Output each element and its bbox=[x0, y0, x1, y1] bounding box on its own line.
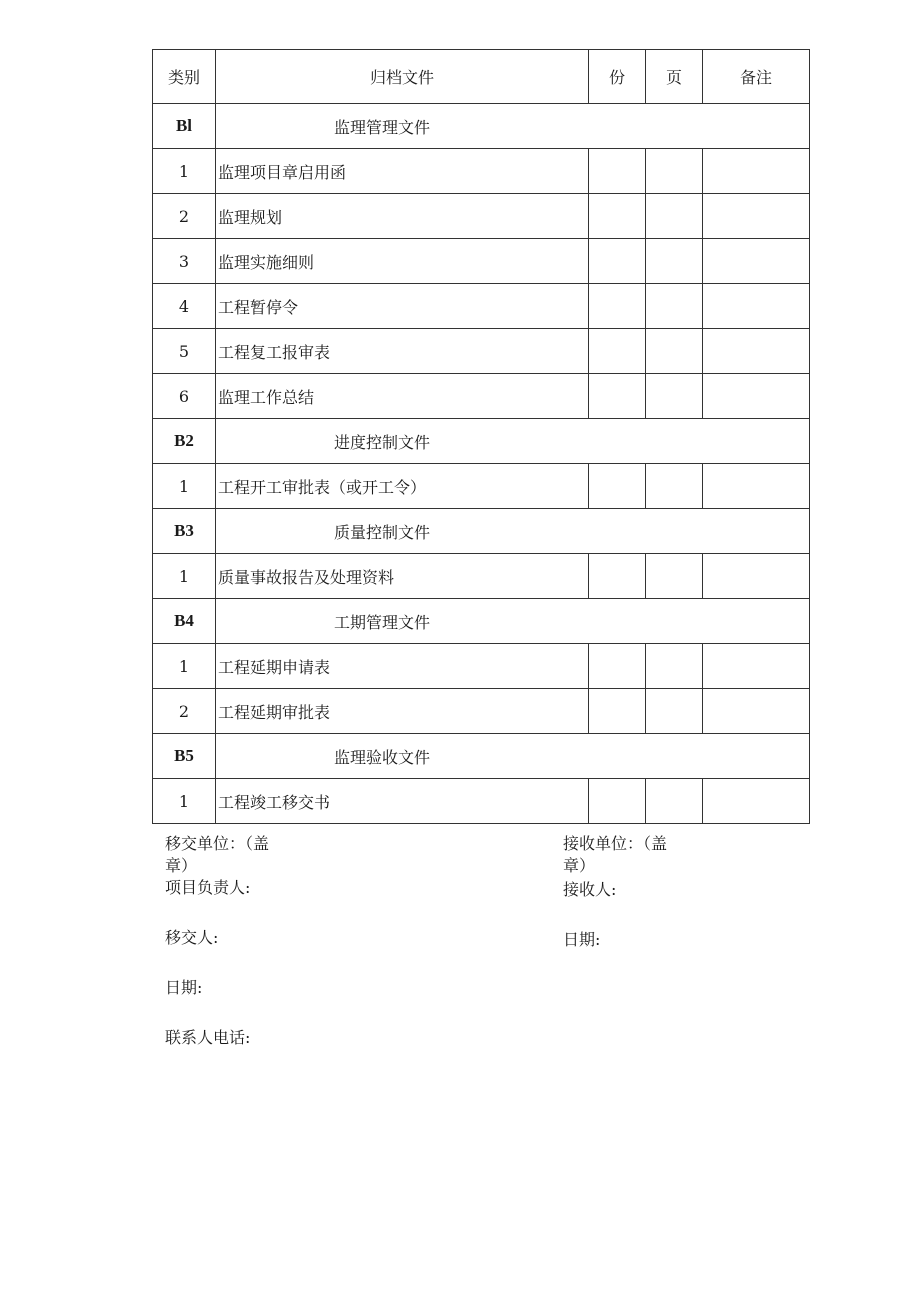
copies-cell bbox=[589, 149, 646, 194]
table-row bbox=[153, 554, 810, 599]
item-document-name: 监理项目章启用函 bbox=[216, 149, 589, 194]
remarks-cell bbox=[703, 329, 810, 374]
item-number: 2 bbox=[153, 689, 216, 734]
table-row bbox=[153, 284, 810, 329]
transfer-unit-line2: 章） bbox=[165, 856, 198, 875]
item-number: 4 bbox=[153, 284, 216, 329]
copies-cell bbox=[589, 239, 646, 284]
remarks-cell bbox=[703, 374, 810, 419]
item-document-name: 工程延期审批表 bbox=[216, 689, 589, 734]
item-number: 2 bbox=[153, 194, 216, 239]
remarks-cell bbox=[703, 464, 810, 509]
receiver-label: 接收人: bbox=[563, 880, 617, 899]
remarks-cell bbox=[703, 644, 810, 689]
header-pages: 页 bbox=[646, 50, 703, 104]
table-row bbox=[153, 779, 810, 824]
table-row bbox=[153, 329, 810, 374]
table-row bbox=[153, 149, 810, 194]
contact-phone-label: 联系人电话: bbox=[165, 1028, 251, 1047]
item-number: 1 bbox=[153, 149, 216, 194]
section-row bbox=[153, 599, 810, 644]
section-row bbox=[153, 734, 810, 779]
section-row bbox=[153, 509, 810, 554]
header-remarks: 备注 bbox=[703, 50, 810, 104]
pages-cell bbox=[646, 239, 703, 284]
item-document-name: 监理实施细则 bbox=[216, 239, 589, 284]
pages-cell bbox=[646, 194, 703, 239]
section-row bbox=[153, 104, 810, 149]
header-document: 归档文件 bbox=[216, 50, 589, 104]
pages-cell bbox=[646, 284, 703, 329]
item-document-name: 工程暂停令 bbox=[216, 284, 589, 329]
section-code: B5 bbox=[153, 734, 216, 779]
transfer-unit-label bbox=[165, 833, 269, 877]
section-title: 进度控制文件 bbox=[216, 419, 810, 464]
item-number: 1 bbox=[153, 464, 216, 509]
item-number: 6 bbox=[153, 374, 216, 419]
copies-cell bbox=[589, 689, 646, 734]
remarks-cell bbox=[703, 554, 810, 599]
table-row bbox=[153, 239, 810, 284]
item-number: 3 bbox=[153, 239, 216, 284]
pages-cell bbox=[646, 554, 703, 599]
table-row bbox=[153, 464, 810, 509]
item-number: 1 bbox=[153, 554, 216, 599]
header-copies: 份 bbox=[589, 50, 646, 104]
section-code: Bl bbox=[153, 104, 216, 149]
copies-cell bbox=[589, 554, 646, 599]
section-row bbox=[153, 419, 810, 464]
table-row bbox=[153, 689, 810, 734]
receive-unit-line2: 章） bbox=[563, 856, 596, 875]
pages-cell bbox=[646, 779, 703, 824]
pages-cell bbox=[646, 464, 703, 509]
item-number: 5 bbox=[153, 329, 216, 374]
item-number: 1 bbox=[153, 779, 216, 824]
item-document-name: 工程延期申请表 bbox=[216, 644, 589, 689]
receive-unit-label bbox=[563, 833, 667, 877]
transfer-unit-line1: 移交单位：（盖 bbox=[165, 834, 270, 853]
remarks-cell bbox=[703, 779, 810, 824]
copies-cell bbox=[589, 284, 646, 329]
right-date-label: 日期: bbox=[563, 930, 601, 949]
table-row bbox=[153, 644, 810, 689]
section-title: 质量控制文件 bbox=[216, 509, 810, 554]
copies-cell bbox=[589, 464, 646, 509]
table-row bbox=[153, 194, 810, 239]
item-document-name: 监理工作总结 bbox=[216, 374, 589, 419]
item-document-name: 工程竣工移交书 bbox=[216, 779, 589, 824]
header-category: 类别 bbox=[153, 50, 216, 104]
remarks-cell bbox=[703, 239, 810, 284]
item-document-name: 工程开工审批表（或开工令） bbox=[216, 464, 589, 509]
copies-cell bbox=[589, 329, 646, 374]
transferor-label: 移交人: bbox=[165, 928, 219, 947]
table-row bbox=[153, 374, 810, 419]
copies-cell bbox=[589, 779, 646, 824]
copies-cell bbox=[589, 194, 646, 239]
item-document-name: 监理规划 bbox=[216, 194, 589, 239]
pages-cell bbox=[646, 374, 703, 419]
table-header-row bbox=[153, 50, 810, 104]
left-date-label: 日期: bbox=[165, 978, 203, 997]
section-code: B2 bbox=[153, 419, 216, 464]
section-title: 监理验收文件 bbox=[216, 734, 810, 779]
section-code: B3 bbox=[153, 509, 216, 554]
item-document-name: 工程复工报审表 bbox=[216, 329, 589, 374]
section-title: 监理管理文件 bbox=[216, 104, 810, 149]
item-number: 1 bbox=[153, 644, 216, 689]
pages-cell bbox=[646, 689, 703, 734]
pages-cell bbox=[646, 149, 703, 194]
project-leader-label: 项目负责人: bbox=[165, 878, 251, 897]
copies-cell bbox=[589, 644, 646, 689]
archive-table bbox=[152, 49, 810, 824]
section-code: B4 bbox=[153, 599, 216, 644]
section-title: 工期管理文件 bbox=[216, 599, 810, 644]
pages-cell bbox=[646, 329, 703, 374]
item-document-name: 质量事故报告及处理资料 bbox=[216, 554, 589, 599]
remarks-cell bbox=[703, 194, 810, 239]
remarks-cell bbox=[703, 689, 810, 734]
pages-cell bbox=[646, 644, 703, 689]
remarks-cell bbox=[703, 284, 810, 329]
copies-cell bbox=[589, 374, 646, 419]
receive-unit-line1: 接收单位：（盖 bbox=[563, 834, 668, 853]
remarks-cell bbox=[703, 149, 810, 194]
